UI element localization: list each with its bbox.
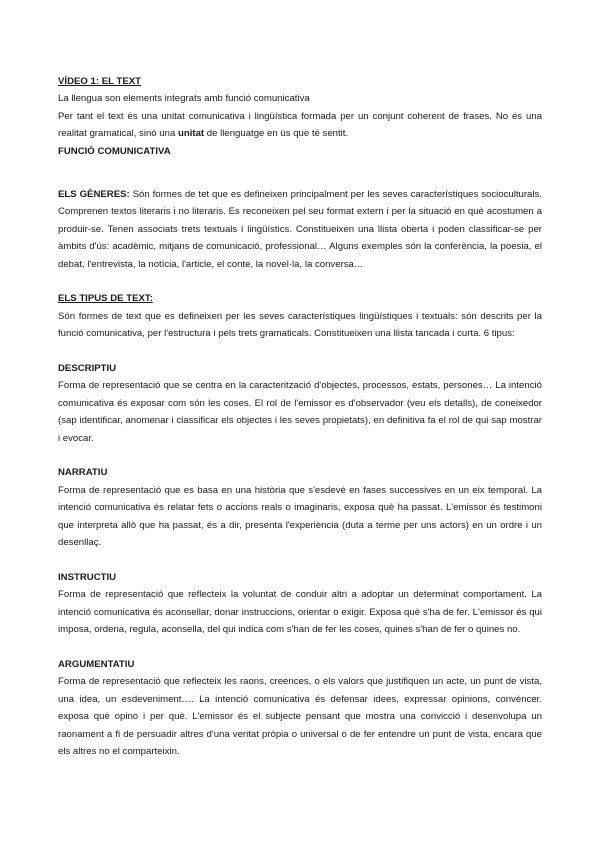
spacer (58, 160, 542, 177)
intro-bold-word: unitat (177, 128, 205, 140)
spacer (58, 552, 542, 569)
section-heading-argumentatiu: ARGUMENTATIU (58, 658, 135, 670)
section-heading-narratiu: NARRATIU (58, 467, 108, 479)
intro-text-a: Per tant el text és una unitat comunicativa i lingüística formada per un conjunt coherent de frases. No és una realitat gramatical, sinó una (58, 110, 542, 140)
section-text-descriptiu: Forma de representació que se centra en la caracterització d'objectes, processos, estats, persones… La intenció comunicativa és exposar com són les coses. El rol de l'emissor es d'observador (veu els detalls), de coneixedor (sap identificar, anomenar i classificar els objectes i les seves propietats), en definitiva fa el rol de qui sap mostrar i evocar. (58, 380, 542, 444)
funcio-heading: FUNCIÓ COMUNICATIVA (58, 145, 171, 157)
tipus-heading: ELS TIPUS DE TEXT: (58, 293, 153, 305)
intro-paragraph (58, 108, 542, 143)
generes-paragraph (58, 186, 542, 273)
section-heading-instructiu: INSTRUCTIU (58, 571, 117, 583)
section-text-instructiu: Forma de representació que reflecteix la voluntat de conduir altri a adoptar un determinat comportament. La intenció comunicativa és aconsellar, donar instruccions, orientar o exigir. Exposa què s'ha de fer. L'emissor és qui imposa, ordena, regula, aconsella, del qui indica com s'han de fer les coses, quines s'han de fer o quines no. (58, 589, 542, 636)
document-page (58, 73, 542, 760)
spacer (58, 177, 542, 186)
section-text-argumentatiu: Forma de representació que reflecteix les raons, creences, o els valors que justifiquen un acte, un punt de vista, una idea, un esdeveniment…. La intenció comunicativa és defensar idees, expressar opinions, convèncer. exposa què opino i per què. L'emissor és el subjecte pensant que mostra una convicció i desenvolupa un raonament a fi de persuadir altres d'una veritat pròpia o universal o de fer entendre un punt de vista, encara que els altres no el comparteixin. (58, 676, 542, 757)
intro-line-1: La llengua son elements integrats amb funció comunicativa (58, 93, 310, 105)
spacer (58, 447, 542, 464)
section-text-narratiu: Forma de representació que es basa en una història que s'esdevé en fases successives en un eix temporal. La intenció comunicativa és relatar fets o accions reals o imaginaris, exposa què ha passat. L'emissor és testimoni que interpreta allò que ha passat, és a dir, presenta l'experiència (duta a terme per uns actors) en un ordre i un desenllaç. (58, 484, 542, 549)
section-heading-descriptiu: DESCRIPTIU (58, 363, 117, 375)
generes-label: ELS GÈNERES: (58, 189, 130, 201)
generes-text: Són formes de tet que es defineixen principalment per les seves característiques socioculturals. Comprenen textos literaris i no literaris. Es reconeixen pel seu format extern i per la situació en què acostumen a produir-se. Tenen associats trets textuals i lingüístics. Constitueixen una llista oberta i poden classificar-se per àmbits d'ús: acadèmic, mitjans de comunicació, professional… Alguns exemples són la conferència, la poesia, el debat, l'entrevista, la notícia, l'article, el conte, la novel·la, la conversa… (58, 189, 542, 270)
tipus-text: Són formes de text que es defineixen per les seves característiques lingüístiques i textuals: són descrits per la funció comunicativa, per l'estructura i pels trets gramaticals. Constitueixen una llista tancada i curta. 6 tipus: (58, 310, 542, 340)
spacer (58, 343, 542, 360)
video-title: VÍDEO 1: EL TEXT (58, 76, 141, 87)
spacer (58, 273, 542, 290)
spacer (58, 639, 542, 656)
intro-text-b: de llenguatge en ús que té sentit. (204, 128, 349, 140)
